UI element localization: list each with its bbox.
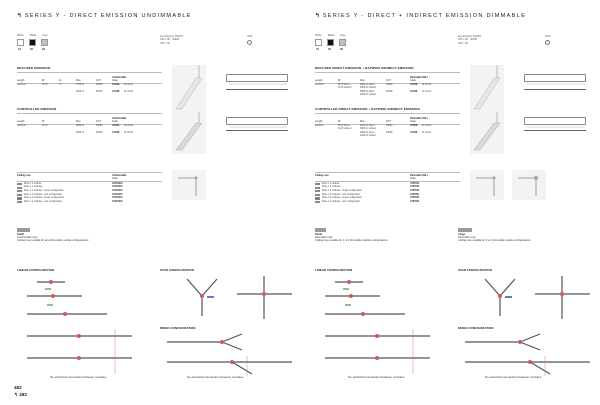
cell: 36 W direct xyxy=(338,125,350,127)
finish-code: 06 xyxy=(328,48,331,51)
cell: 1125mm xyxy=(315,84,324,86)
ceiling-rose-image xyxy=(512,170,546,200)
finish-label: Grey xyxy=(42,34,48,37)
rose-color-swatch xyxy=(315,197,320,199)
cell: 3500 lm xyxy=(76,91,85,93)
brand-logo-icon: ↰ xyxy=(14,392,18,397)
rose-code: AY87001 xyxy=(410,186,420,189)
electrical-note: No electrical connection between modules xyxy=(50,375,107,379)
cell: 3960 lm indirect xyxy=(360,87,377,90)
pendant-lamp-icon xyxy=(172,112,206,154)
col-header: Code xyxy=(410,120,416,123)
finish-swatch-grey xyxy=(339,39,346,46)
col-header: Length xyxy=(315,120,323,123)
col-header: Length xyxy=(17,79,25,82)
rose-code: AY87001 xyxy=(410,197,420,200)
rose-code: AY87001 xyxy=(410,193,420,196)
ceiling-heading: Ceiling rose xyxy=(315,174,329,177)
section-heading: CONTROLLED DIRECT EMISSION + BATWING INDIRECT EMISSION xyxy=(315,107,420,111)
cell: AYOOL xyxy=(410,84,418,86)
rose-color-swatch xyxy=(315,183,320,185)
col-header: Flux xyxy=(76,120,81,123)
rose-label: Rose x 3 modules - linear configuration xyxy=(24,190,64,192)
page-number-2 xyxy=(14,392,27,398)
cell: 2890 lm direct xyxy=(360,131,375,134)
col-header: Dimmable DALI xyxy=(410,76,428,79)
cell: 21-04-01 xyxy=(124,84,134,86)
cell: 21-04-01 xyxy=(422,125,432,127)
rose-color-swatch xyxy=(315,201,320,203)
cell: 3000K xyxy=(96,84,103,86)
pendant-lamp-icon xyxy=(470,65,504,113)
spec-line: Alu+Polymer 350/2H xyxy=(458,35,481,38)
rose-code: AY87001 xyxy=(410,190,420,192)
rose-label: Rose x 4 modules - linear configuration xyxy=(24,197,64,200)
col-header: W xyxy=(338,120,341,123)
right-title-text: SERIES Y - DIRECT + INDIRECT EMISSION DIMMABLE xyxy=(322,13,527,19)
note-title: Small xyxy=(17,233,24,236)
col-header: CCT xyxy=(386,79,391,82)
cell: 3000K xyxy=(386,84,393,86)
col-header: Code xyxy=(112,177,118,180)
mixed-config-heading: MIXED CONFIGURATION xyxy=(458,326,494,330)
left-page xyxy=(12,0,302,405)
cell: AYOOL xyxy=(410,131,418,134)
dimension-drawing xyxy=(226,74,288,82)
product-image xyxy=(470,65,504,113)
linear-configuration-diagram xyxy=(17,274,137,379)
finish-swatch-grey xyxy=(41,39,48,46)
section-heading: DIFFUSED EMISSION xyxy=(17,66,51,70)
section-heading: CONTROLLED EMISSION xyxy=(17,107,57,111)
rose-code: AY001001 xyxy=(112,182,123,185)
col-header: Dimmable DALI xyxy=(410,174,428,177)
rose-label: Rose x 4 modules - star configuration xyxy=(322,200,361,203)
left-title-text: SERIES Y - DIRECT EMISSION UNDIMMABLE xyxy=(24,13,192,19)
rose-label: Rose x 4 modules - star configuration xyxy=(24,200,63,203)
cell: 4000K xyxy=(386,131,393,134)
note-title: Small xyxy=(315,233,322,236)
section-heading: DIFFUSED DIRECT EMISSION + BATWING INDIRECT EMISSION xyxy=(315,66,414,70)
small-rose-note xyxy=(17,233,88,243)
cell: 4000K xyxy=(96,91,103,93)
rose-size-chip xyxy=(458,228,472,232)
cell: 1125mm xyxy=(17,84,26,86)
cell: 2880 lm direct xyxy=(360,84,375,86)
brand-logo-icon: ↰ xyxy=(315,13,320,19)
col-header: W xyxy=(42,79,45,82)
left-series-title xyxy=(17,13,192,19)
rose-size-chip xyxy=(315,228,326,232)
finish-code: 06 xyxy=(30,48,33,51)
mixed-configuration-diagram xyxy=(162,332,297,377)
note-sub: Dimmable rose xyxy=(458,236,476,240)
pendant-lamp-icon xyxy=(172,65,206,113)
col-header: Code xyxy=(112,79,118,82)
cell: 21-04-01 xyxy=(422,84,432,86)
col-header: Length xyxy=(17,120,25,123)
cell: 21-04-01 xyxy=(124,132,134,134)
cell: 36 W direct xyxy=(338,84,350,86)
col-header: Flux xyxy=(360,79,365,82)
cell: 3880 lm direct xyxy=(360,90,375,93)
rose-code: AY001001 xyxy=(112,186,123,189)
ip-rating: IP20 xyxy=(247,35,253,38)
cell: 36 W xyxy=(42,125,48,127)
linear-config-heading: LINEAR CONFIGURATION xyxy=(17,268,55,272)
cell: AYOOL xyxy=(112,132,120,134)
col-header: Undimmable xyxy=(112,117,127,120)
finish-swatch-white xyxy=(17,39,24,46)
electrical-note: No electrical connection between modules xyxy=(348,375,405,379)
finish-code: 01 xyxy=(18,48,21,51)
page-number: 482 xyxy=(14,385,22,390)
dimension-drawing xyxy=(524,117,586,125)
rose-size-chip xyxy=(17,228,30,232)
col-header: Undimmable xyxy=(112,76,127,79)
dimension-drawing xyxy=(524,74,586,82)
col-header: Code xyxy=(410,79,416,82)
electrical-note: No electrical connection between modules xyxy=(485,375,542,379)
rose-code: AY87001 xyxy=(410,182,420,185)
cell: 3000K xyxy=(96,125,103,127)
ceiling-rose-icon xyxy=(512,170,546,200)
rose-label: Rose x 3 modules - linear configuration xyxy=(322,190,362,192)
note-sub: Undimmable rose xyxy=(17,236,38,240)
col-header: W xyxy=(42,120,45,123)
cell: 4460 lm indirect xyxy=(360,134,377,137)
cell: 2890 lm xyxy=(76,132,85,134)
protection-icon xyxy=(545,40,550,45)
cell: 21-04-01 xyxy=(422,131,432,134)
col-header: CCT xyxy=(96,79,101,82)
col-header: CCT xyxy=(386,120,391,123)
note-text: Ceiling rose suitable for all undimmable module configurations xyxy=(17,239,89,243)
note-text: Ceiling rose suitable for 1 or 2 dimmable module configurations xyxy=(315,239,388,243)
linear-configuration-diagram xyxy=(315,274,435,379)
cell: 21-04-01 xyxy=(422,90,432,93)
cell: 3960 lm indirect xyxy=(360,128,377,131)
star-config-heading: STAR CONFIGURATION xyxy=(458,268,492,272)
mixed-config-heading: MIXED CONFIGURATION xyxy=(160,326,196,330)
cell: 21-04-01 xyxy=(124,125,134,127)
rose-label: Rose x 1 module xyxy=(24,182,42,185)
finish-label: White xyxy=(315,34,322,37)
spec-line: Alu+Polymer 350/2H xyxy=(160,35,183,38)
protection-icon xyxy=(247,40,252,45)
cell: 32 W indirect xyxy=(338,87,352,90)
ceiling-heading: Ceiling rose xyxy=(17,174,31,177)
cell: 4000K xyxy=(96,132,103,134)
mixed-configuration-diagram xyxy=(460,332,595,377)
spec-line: CRI > 90 xyxy=(160,41,170,45)
pendant-lamp-icon xyxy=(470,112,504,154)
rose-color-swatch xyxy=(17,201,22,203)
star-configuration-diagram xyxy=(167,274,297,324)
cell: 2660 lm xyxy=(76,125,85,127)
rose-code: AY87001 xyxy=(410,200,420,203)
cell: 32 W indirect xyxy=(338,128,352,131)
finish-label: Grey xyxy=(340,34,346,37)
rose-color-swatch xyxy=(315,187,320,189)
linear-config-heading: LINEAR CONFIGURATION xyxy=(315,268,353,272)
cell: 32 W xyxy=(42,84,48,86)
rose-color-swatch xyxy=(17,183,22,185)
rose-color-swatch xyxy=(17,194,22,196)
rose-color-swatch xyxy=(315,194,320,196)
dimension-drawing xyxy=(226,117,288,125)
ceiling-rose-image xyxy=(470,170,504,200)
col-header: Undimmable xyxy=(112,174,127,177)
cell: 4000K xyxy=(386,90,393,93)
spec-line: CRI > 90 xyxy=(458,41,468,45)
cell: 21-04-01 xyxy=(124,91,134,93)
cell: 1125mm xyxy=(315,125,324,127)
product-image xyxy=(172,65,206,113)
small-rose-note xyxy=(315,233,388,243)
rose-label: Rose x 4 modules - linear configuration xyxy=(322,197,362,200)
rose-label: Rose x 1 module xyxy=(322,182,340,185)
rose-code: AY001001 xyxy=(112,193,123,196)
col-header: CCT xyxy=(96,120,101,123)
ceiling-rose-image xyxy=(172,170,206,200)
spec-line: CRI ≥ 90 · 3000K xyxy=(458,38,478,42)
finish-code: 08 xyxy=(340,48,343,51)
rose-color-swatch xyxy=(315,190,320,192)
ceiling-rose-icon xyxy=(172,170,206,200)
star-configuration-diagram xyxy=(465,274,595,324)
spec-block xyxy=(458,35,481,45)
cell: 2660 lm direct xyxy=(360,125,375,127)
col-header: Flux xyxy=(76,79,81,82)
rose-label: Rose x 2 modules xyxy=(322,186,341,189)
col-header: Code xyxy=(112,120,118,123)
product-image xyxy=(172,112,206,154)
right-series-title xyxy=(315,13,526,19)
rose-label: Rose x 2 modules xyxy=(24,186,43,189)
rose-label: Rose x 3 modules - star configuration xyxy=(24,193,63,196)
rose-label: Rose x 3 modules - star configuration xyxy=(322,193,361,196)
ceiling-rose-icon xyxy=(470,170,504,200)
rose-code: AY001001 xyxy=(112,200,123,203)
electrical-note: No electrical connection between modules xyxy=(187,375,244,379)
note-sub: Dimmable rose xyxy=(315,236,333,240)
page-number-value: 483 xyxy=(19,392,27,397)
finish-code: 01 xyxy=(316,48,319,51)
star-config-heading: STAR CONFIGURATION xyxy=(160,268,194,272)
rose-color-swatch xyxy=(17,187,22,189)
spec-block xyxy=(160,35,183,45)
cell: 70 xyxy=(59,84,62,86)
finish-code: 08 xyxy=(42,48,45,51)
col-header: Length xyxy=(315,79,323,82)
col-header: Flux xyxy=(360,120,365,123)
note-text: Ceiling rose suitable for 3 or 4 dimmable module configurations xyxy=(458,239,531,243)
ip-rating: IP20 xyxy=(545,35,551,38)
rose-color-swatch xyxy=(17,197,22,199)
large-rose-note xyxy=(458,233,531,243)
cell: AYOOL xyxy=(112,84,120,86)
cell: AYOOL xyxy=(112,91,120,93)
finish-swatch-white xyxy=(315,39,322,46)
rose-code: AY001001 xyxy=(112,190,123,192)
product-image xyxy=(470,112,504,154)
cell: 1125mm xyxy=(17,125,26,127)
brand-logo-icon: ↰ xyxy=(17,13,22,19)
col-header: Code xyxy=(410,177,416,180)
cell: 2700 lm xyxy=(76,84,85,86)
cell: AYOOL xyxy=(410,125,418,127)
col-header: Dimmable DALI xyxy=(410,117,428,120)
cell: AYOOL xyxy=(410,90,418,93)
cell: 3000K xyxy=(386,125,393,127)
rose-code: AY001001 xyxy=(112,197,123,200)
finish-label: Black xyxy=(328,34,335,37)
cell: 4460 lm indirect xyxy=(360,93,377,96)
col-header: lm xyxy=(59,79,62,82)
finish-swatch-black xyxy=(327,39,334,46)
col-header: W xyxy=(338,79,341,82)
spec-line: CRI ≥ 90 · 3000K xyxy=(160,38,180,42)
cell: AYOOL xyxy=(112,125,120,127)
note-title: Large xyxy=(458,233,466,236)
finish-label: Black xyxy=(30,34,37,37)
right-page xyxy=(310,0,600,405)
rose-color-swatch xyxy=(17,190,22,192)
finish-label: White xyxy=(17,34,24,37)
finish-swatch-black xyxy=(29,39,36,46)
